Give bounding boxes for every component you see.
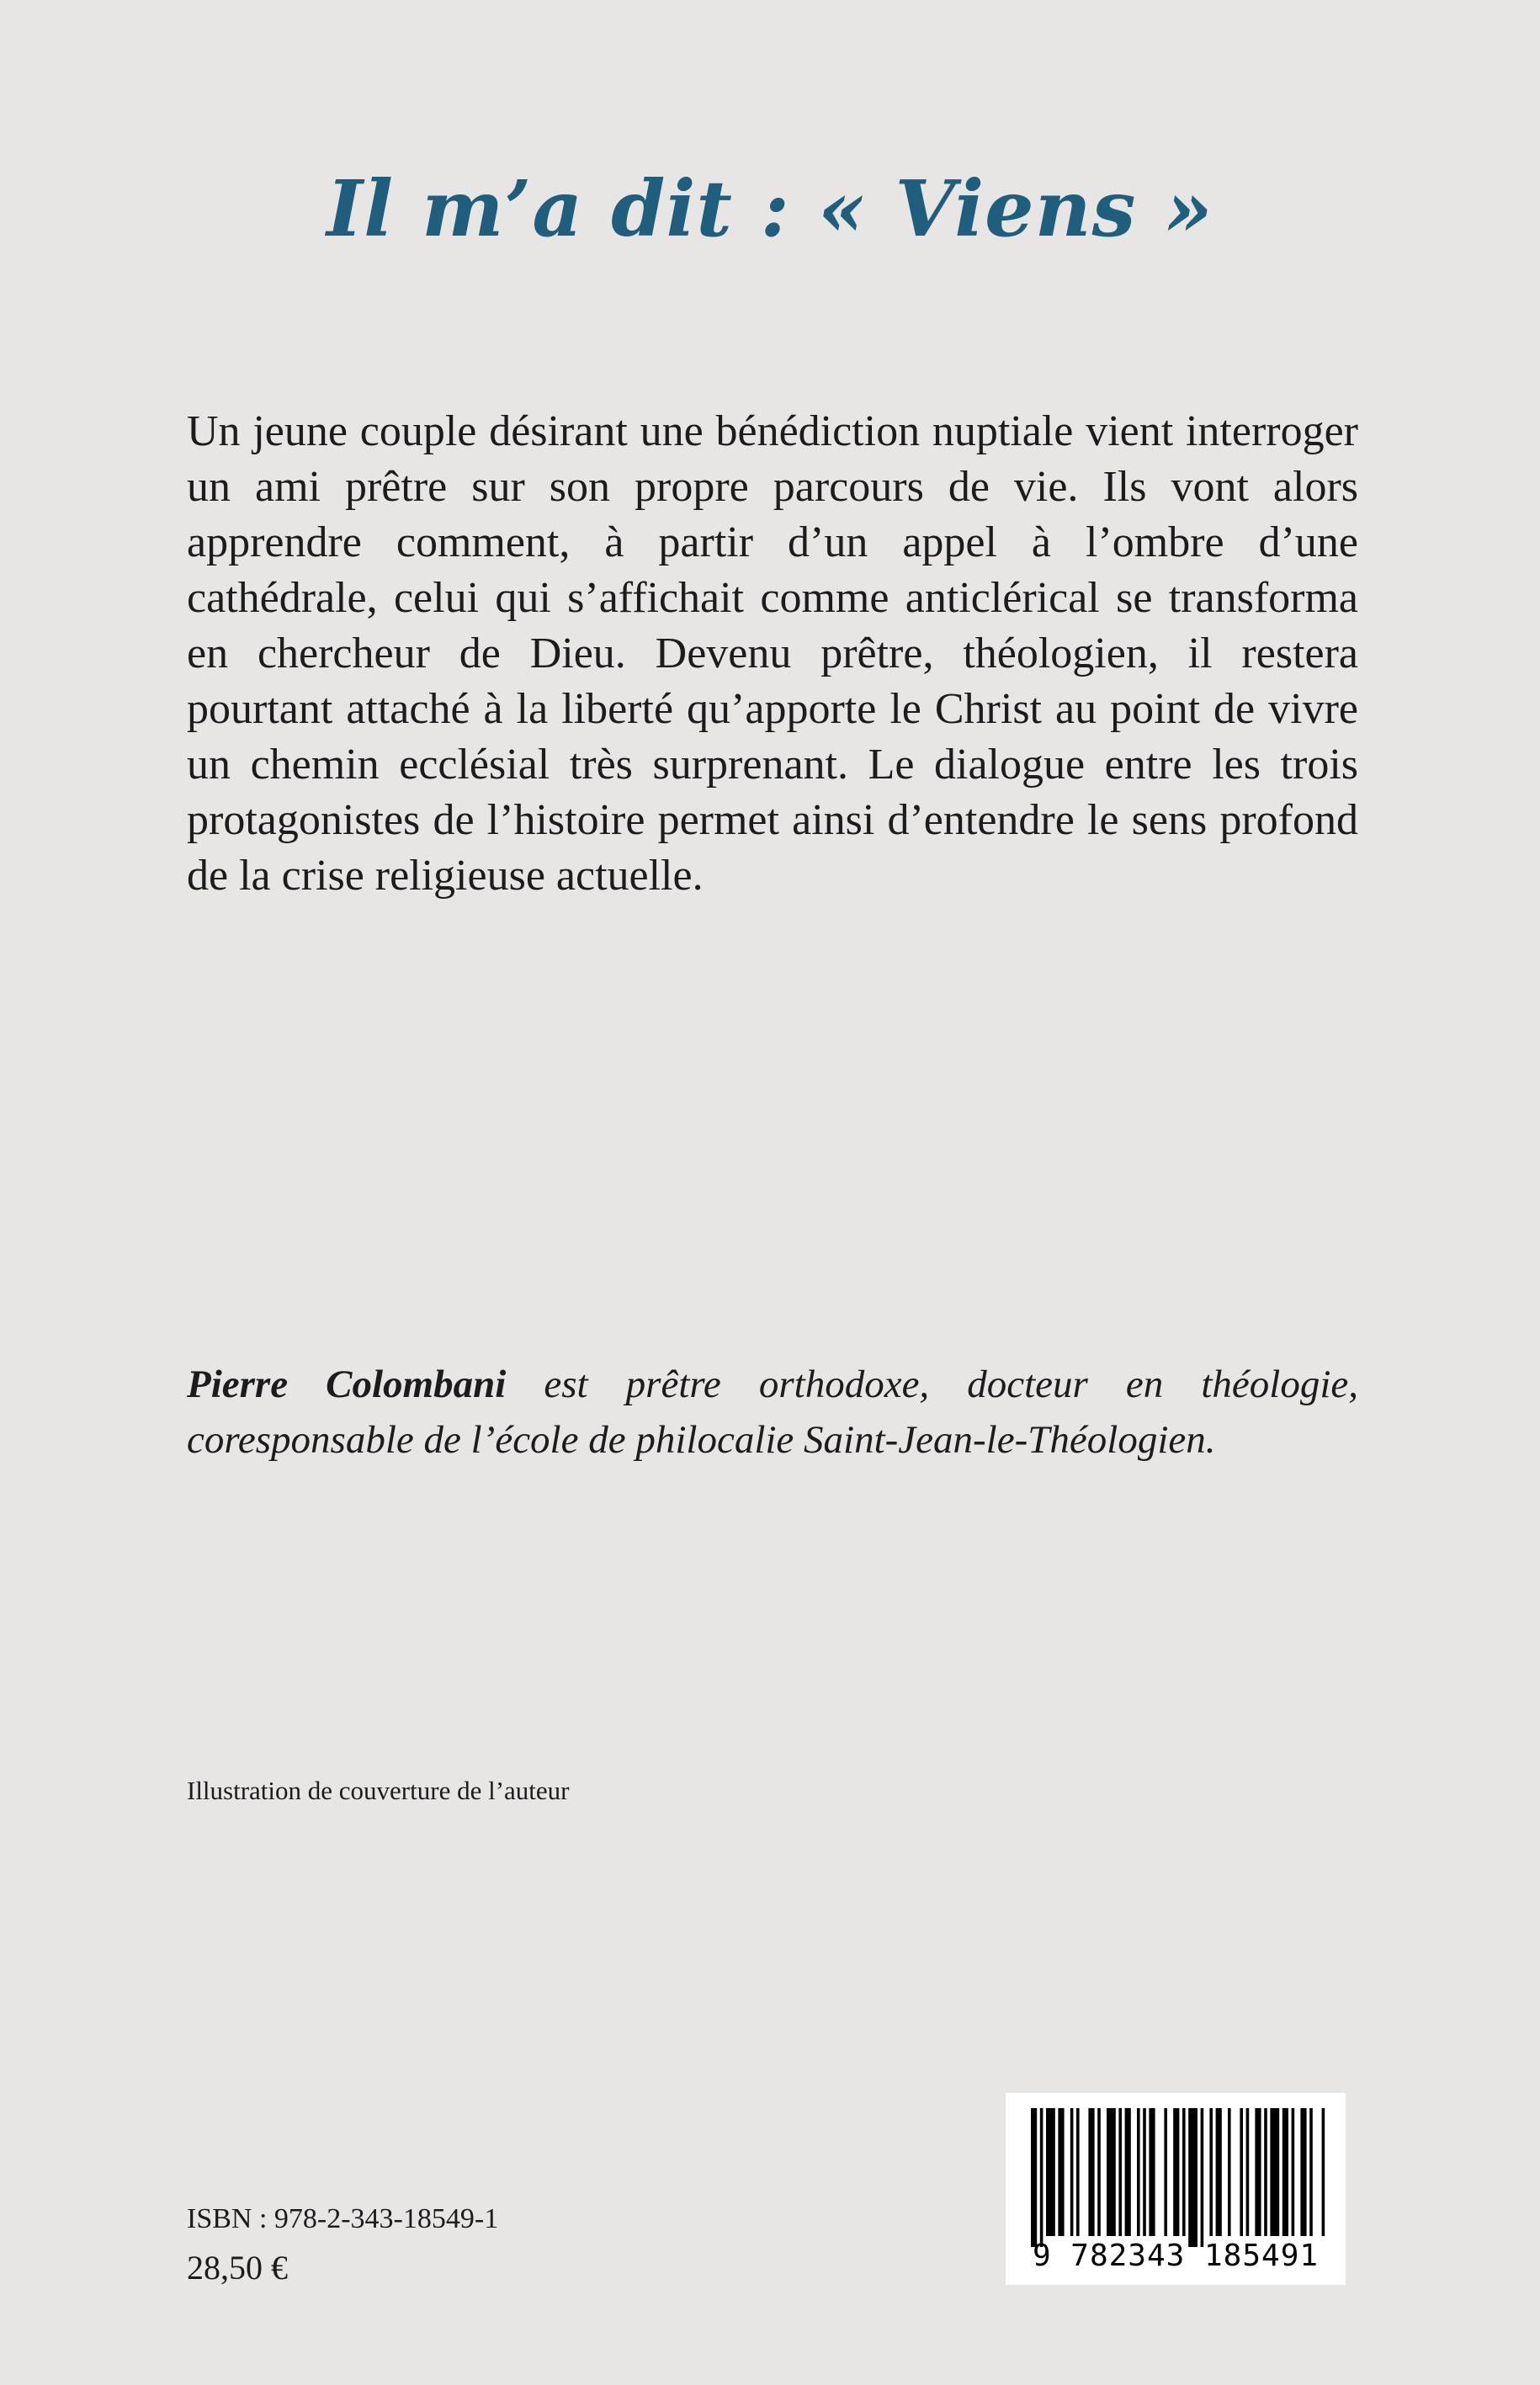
blurb-text: Un jeune couple désirant une bénédiction nuptiale vient interroger un ami prêtre sur son propre parcours de vie. Ils vont alors apprendre comment, à partir d’un appel à l’ombre d’une cathédrale, celui qui s’affichait comme anticlérical se transforma en chercheur de Dieu. Devenu prêtre, théologien, il restera pourtant attaché à la liberté qu’apporte le Christ au point de vivre un chemin ecclésial très surprenant. Le dialogue entre les trois protagonistes de l’histoire permet ainsi d’entendre le sens profond de la crise religieuse actuelle.: [187, 407, 1358, 900]
barcode-bar: [1182, 2108, 1186, 2236]
barcode-bar: [1088, 2108, 1094, 2236]
book-title: Il m’a dit : « Viens »: [327, 162, 1213, 254]
barcode-bar: [1282, 2108, 1288, 2236]
barcode-bar: [1118, 2108, 1122, 2236]
author-bio: [187, 1357, 1358, 1468]
author-name: Pierre Colombani: [187, 1362, 507, 1406]
barcode-bar: [1097, 2108, 1101, 2236]
barcode-bar: [1173, 2108, 1179, 2236]
barcode-bar: [1255, 2108, 1261, 2236]
illustration-credit: Illustration de couverture de l’auteur: [187, 1776, 570, 1805]
barcode-bar: [1240, 2108, 1243, 2236]
barcode-bar: [1228, 2108, 1231, 2236]
barcode-bar: [1216, 2108, 1222, 2236]
barcode-bar: [1076, 2108, 1080, 2236]
barcode-bar: [1149, 2108, 1155, 2236]
barcode-bar: [1322, 2108, 1325, 2236]
barcode-bar: [1201, 2108, 1204, 2247]
barcode-bar: [1046, 2108, 1055, 2236]
back-cover-blurb: [187, 404, 1358, 904]
barcode-digits: 9 782343 185491: [1032, 2239, 1320, 2273]
barcode-bar: [1031, 2108, 1037, 2247]
barcode-bar: [1292, 2108, 1295, 2236]
barcode-bar: [1309, 2108, 1313, 2236]
barcode-bar: [1164, 2108, 1167, 2236]
author-bio-text: est prêtre orthodoxe, docteur en théologie, coresponsable de l’école de philocalie Saint-Jean-le-Théologien.: [187, 1362, 1358, 1462]
barcode-bar: [1264, 2108, 1267, 2236]
barcode: [1006, 2093, 1346, 2285]
barcode-bar: [1107, 2108, 1116, 2236]
barcode-bar: [1300, 2108, 1306, 2236]
price-label: 28,50 €: [187, 2249, 288, 2287]
barcode-bar: [1209, 2108, 1213, 2236]
barcode-bar: [1058, 2108, 1064, 2236]
barcode-bar: [1137, 2108, 1140, 2236]
barcode-bar: [1070, 2108, 1074, 2236]
barcode-bar: [1246, 2108, 1250, 2236]
barcode-bar: [1188, 2108, 1197, 2247]
barcode-bar: [1270, 2108, 1279, 2236]
barcode-bar: [1125, 2108, 1131, 2236]
isbn-label: ISBN : 978-2-343-18549-1: [187, 2203, 499, 2234]
barcode-bar: [1040, 2108, 1043, 2247]
barcode-bar: [1143, 2108, 1146, 2236]
